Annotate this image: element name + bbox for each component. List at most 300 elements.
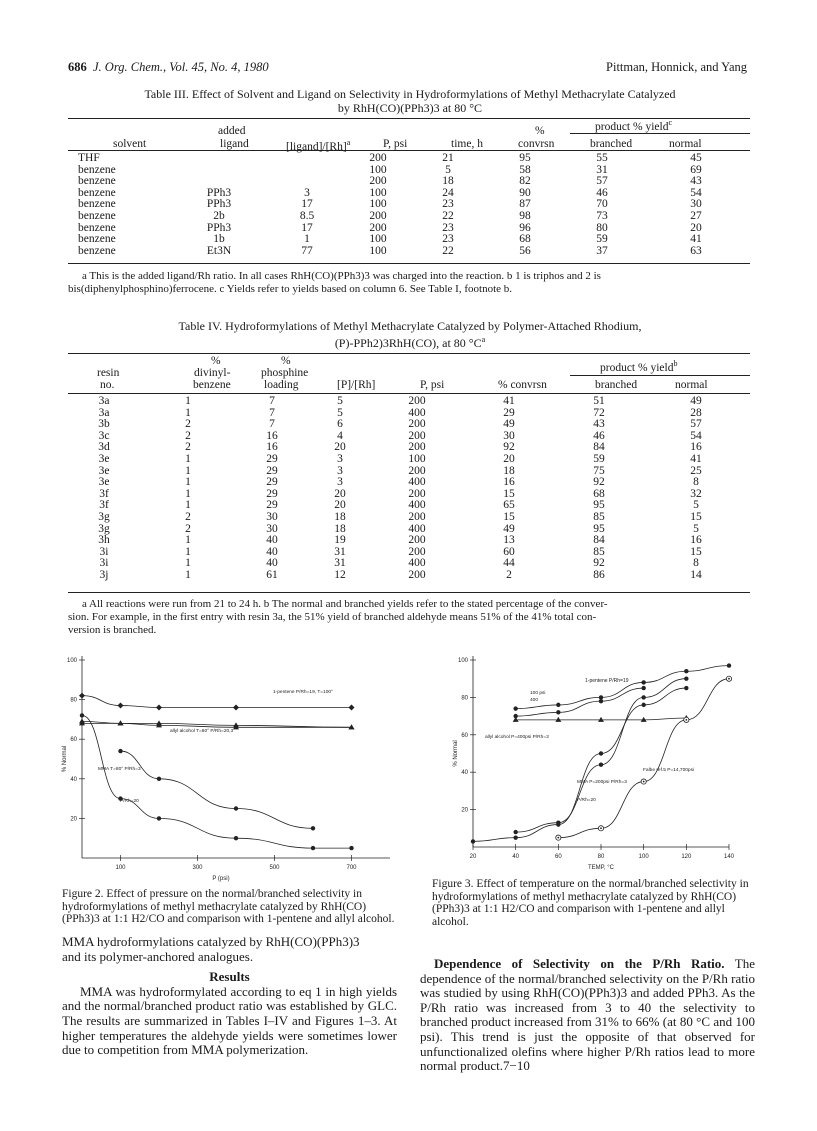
table3-row [68, 223, 750, 235]
table3-cell-psi: 100 [369, 198, 387, 211]
figure2-caption: Figure 2. Effect of pressure on the normal/branched selectivity in hydroformylations of methyl methacrylate catalyzed by RhH(CO)(PPh3)3 at 1:1 H2/CO and comparison with 1-pentene and allyl alcohol. [62, 888, 395, 926]
table4-footnote-2: sion. For example, in the first entry with resin 3a, the 51% yield of branched aldehyde means 51% of the 41% total con- [68, 611, 597, 623]
table4-cell-normal: 49 [690, 395, 702, 407]
data-point [556, 710, 560, 714]
table4-cell-divinyl: 1 [185, 534, 191, 547]
table4-cell-conv: 30 [503, 429, 515, 442]
x-tick-label: 120 [681, 854, 692, 860]
data-point [311, 846, 315, 850]
table4-cell-ratio: 20 [334, 499, 346, 512]
table4-cell-resin: 3e [98, 464, 110, 477]
x-tick-label: 300 [192, 865, 203, 871]
table3-cell-normal: 41 [690, 233, 702, 246]
th-branched: branched [590, 138, 633, 150]
data-point [641, 695, 645, 699]
table4-cell-conv: 49 [503, 522, 515, 535]
table4-cell-resin: 3e [98, 452, 110, 465]
th-solvent: solvent [113, 138, 147, 150]
table4-head-rule [68, 393, 750, 394]
table4-cell-resin: 3g [98, 522, 110, 535]
data-point [684, 677, 688, 681]
table4-cell-branched: 84 [593, 441, 605, 454]
table3-cell-conv: 96 [519, 221, 531, 234]
table4-cell-divinyl: 1 [185, 476, 191, 489]
table4-row [68, 570, 750, 582]
running-header [68, 60, 747, 75]
data-point [157, 777, 161, 781]
table4-cell-resin: 3b [98, 418, 110, 431]
annotation: 1-pentene P/Rh=19 [585, 678, 629, 684]
table3-caption-line2: by RhH(CO)(PPh3)3 at 80 °C [337, 101, 483, 115]
table4-row [68, 535, 750, 547]
table4-cell-psi: 100 [408, 452, 426, 465]
table4-cell-ratio: 20 [334, 441, 346, 454]
intro-line-1: MMA hydroformylations catalyzed by RhH(CO)(PPh3)3 [62, 934, 360, 949]
selectivity-heading: Dependence of Selectivity on the P/Rh Ratio. [434, 956, 725, 971]
table4-cell-divinyl: 1 [185, 464, 191, 477]
table3-cell-ratio: 1 [304, 233, 310, 246]
table4-cell-loading: 29 [266, 487, 278, 500]
table4-cell-conv: 18 [503, 464, 515, 477]
table4-cell-psi: 200 [408, 441, 426, 454]
x-tick-label: 40 [512, 854, 520, 860]
data-point [156, 705, 162, 711]
table4-cell-normal: 15 [690, 545, 702, 558]
data-point [118, 749, 122, 753]
selectivity-body: The dependence of the normal/branched selectivity on the P/Rh ratio was studied by using RhH(CO)(PPh3)3 and added PPh3. As the P/Rh ratio was increased from 3 to 40 the selectivity to branched product increased from 31% to 66% (at 80 °C and 100 psi). This trend is just the opposite of that observed for unfunctionalized olefins where higher P/Rh ratios lead to more normal product.7−10 [420, 956, 755, 1074]
table4-cell-conv: 41 [503, 395, 515, 407]
data-point [349, 846, 353, 850]
table4-cell-ratio: 5 [337, 395, 343, 407]
table4-cell-resin: 3i [99, 557, 109, 570]
th-convrsn: convrsn [518, 138, 555, 150]
table3-cell-solvent: THF [78, 152, 100, 164]
data-point [641, 686, 645, 690]
table4-cell-normal: 28 [690, 406, 702, 419]
table4-bottom-rule [68, 592, 750, 593]
table3-cell-branched: 73 [596, 209, 608, 222]
table4-cell-loading: 7 [269, 406, 275, 419]
table4-cell-resin: 3a [98, 406, 110, 419]
left-column-text [62, 935, 397, 1058]
table4-row [68, 477, 750, 489]
table3-cell-time: 21 [442, 152, 454, 164]
table3-caption-line1: Table III. Effect of Solvent and Ligand on Selectivity in Hydroformylations of Methyl Methacrylate Catalyzed [144, 87, 676, 101]
annotation: MMA T=80° P/Rh=3 [98, 767, 141, 772]
table4-cell-divinyl: 1 [185, 499, 191, 512]
table4-cell-conv: 29 [503, 406, 515, 419]
table3-cell-time: 23 [442, 233, 454, 246]
table3-cell-time: 24 [442, 186, 454, 199]
table3-cell-normal: 30 [690, 198, 702, 211]
table4-cell-psi: 400 [408, 406, 426, 419]
y-tick-label: 40 [70, 776, 77, 783]
th4-pct1: % [211, 355, 221, 367]
table4-cell-conv: 60 [503, 545, 515, 558]
table3-cell-normal: 63 [690, 244, 702, 257]
table4-cell-normal: 54 [690, 429, 702, 442]
table3-row [68, 234, 750, 246]
table3-row [68, 246, 750, 258]
table3-cell-normal: 43 [690, 175, 702, 188]
th-added: added [218, 125, 246, 137]
series-line [516, 666, 729, 709]
x-axis-label: P (psi) [212, 876, 230, 882]
table3-cell-conv: 56 [519, 244, 531, 257]
data-point [684, 686, 688, 690]
table4-cell-branched: 43 [593, 418, 605, 431]
table4-cell-branched: 92 [593, 557, 605, 570]
intro-line-2: and its polymer-anchored analogues. [62, 948, 254, 964]
table4-cell-conv: 2 [506, 568, 512, 581]
data-point [349, 724, 355, 729]
data-point [234, 836, 238, 840]
table3-cell-branched: 37 [596, 244, 608, 257]
table4-cell-normal: 5 [693, 499, 699, 512]
table3-cell-ligand: PPh3 [206, 221, 232, 234]
table4-cell-normal: 57 [690, 418, 702, 431]
table4-cell-ratio: 18 [334, 522, 346, 535]
table4-cell-branched: 59 [593, 452, 605, 465]
table3-cell-ratio: 17 [301, 198, 313, 211]
table3-cell-time: 5 [445, 163, 451, 176]
table4-cell-psi: 200 [408, 487, 426, 500]
table4-cell-loading: 29 [266, 452, 278, 465]
table4-cell-ratio: 12 [334, 568, 346, 581]
table4-cell-normal: 15 [690, 510, 702, 523]
table4-cell-psi: 200 [408, 395, 426, 407]
table3-cell-conv: 95 [519, 152, 531, 164]
table4-cell-divinyl: 2 [185, 418, 191, 431]
table3-cell-solvent: benzene [78, 209, 116, 222]
annotation: P/Rh=20 [120, 799, 139, 804]
table4-cell-branched: 92 [593, 476, 605, 489]
table4-cell-divinyl: 1 [185, 557, 191, 570]
table3-cell-solvent: benzene [78, 233, 116, 246]
table4-cell-ratio: 5 [337, 406, 343, 419]
y-axis-label: % Normal [62, 745, 68, 773]
table4-cell-conv: 15 [503, 487, 515, 500]
table4-cell-ratio: 31 [334, 557, 346, 570]
y-tick-label: 100 [66, 658, 77, 664]
th4-psi: P, psi [420, 379, 445, 391]
table4-cell-divinyl: 1 [185, 568, 191, 581]
table4-cell-branched: 85 [593, 545, 605, 558]
table4-product-rule [570, 375, 750, 376]
x-axis-label: TEMP, °C [588, 865, 614, 871]
table3-cell-branched: 31 [596, 163, 608, 176]
table4-cell-ratio: 19 [334, 534, 346, 547]
table3-cell-normal: 69 [690, 163, 702, 176]
table4-cell-normal: 16 [690, 441, 702, 454]
table4-row [68, 396, 750, 408]
table4-cell-branched: 75 [593, 464, 605, 477]
table4-cell-normal: 16 [690, 534, 702, 547]
table3-cell-ratio: 3 [304, 186, 310, 199]
th4-no: no. [100, 379, 115, 391]
th4-conv: % convrsn [498, 379, 547, 391]
table4-cell-branched: 84 [593, 534, 605, 547]
x-tick-label: 60 [554, 854, 562, 860]
table3-cell-branched: 80 [596, 221, 608, 234]
table4-cell-branched: 86 [593, 568, 605, 581]
series-line [473, 688, 686, 841]
th4-benzene: benzene [193, 379, 231, 391]
table4-cell-normal: 41 [690, 452, 702, 465]
table4-cell-loading: 40 [266, 534, 278, 547]
table4-footnote-3: version is branched. [68, 624, 157, 636]
data-point-center [600, 827, 602, 829]
data-point [513, 835, 517, 839]
data-point [349, 705, 355, 711]
th4-phosphine: phosphine [261, 367, 309, 379]
x-tick-label: 500 [269, 865, 280, 871]
data-point [471, 839, 475, 843]
th-ligand: ligand [220, 138, 249, 150]
table3-cell-ligand: Et3N [206, 244, 232, 257]
y-tick-label: 80 [461, 695, 468, 702]
th4-loading: loading [264, 379, 299, 391]
table4-cell-normal: 14 [690, 568, 702, 581]
table3-row [68, 176, 750, 188]
table3-cell-conv: 68 [519, 233, 531, 246]
data-point [311, 826, 315, 830]
table3-cell-time: 22 [442, 244, 454, 257]
annotation: MMA P=200psi P/Rh=3 [577, 780, 627, 785]
page-number: 686 [68, 60, 87, 74]
table3-cell-solvent: benzene [78, 175, 116, 188]
table3-product-rule [570, 133, 750, 134]
annotation: 100 psi [530, 691, 546, 696]
data-point [157, 816, 161, 820]
table3-cell-ratio [266, 153, 348, 165]
table4-cell-normal: 25 [690, 464, 702, 477]
data-point [684, 669, 688, 673]
data-point [513, 717, 519, 722]
data-point-center [557, 837, 559, 839]
table4-cell-conv: 44 [503, 557, 515, 570]
table4-cell-divinyl: 1 [185, 545, 191, 558]
table4-cell-divinyl: 1 [185, 406, 191, 419]
table3-body [68, 153, 750, 257]
table4-caption [60, 319, 760, 350]
journal-citation: J. Org. Chem., Vol. 45, No. 4, 1980 [93, 60, 269, 74]
table3-cell-psi: 100 [369, 233, 387, 246]
table3-cell-psi: 200 [369, 152, 387, 164]
th-pct: % [535, 125, 545, 137]
table4-cell-psi: 400 [408, 476, 426, 489]
data-point [641, 717, 647, 722]
data-point [118, 703, 124, 709]
results-heading: Results [209, 969, 250, 985]
data-point [234, 806, 238, 810]
table3-cell-normal: 27 [690, 209, 702, 222]
table4-cell-branched: 72 [593, 406, 605, 419]
figure2-chart [60, 652, 400, 888]
table4-footnote [68, 598, 758, 637]
table4-cell-loading: 29 [266, 476, 278, 489]
data-point-center [643, 781, 645, 783]
table4-cell-ratio: 4 [337, 429, 343, 442]
table3-cell-branched: 46 [596, 186, 608, 199]
th-ratio: $[ligand]/[Rh]^a$ [286, 138, 351, 153]
table4-cell-ratio: 3 [337, 464, 343, 477]
table4-cell-ratio: 31 [334, 545, 346, 558]
table3-cell-time: 23 [442, 221, 454, 234]
annotation: allyl alcohol P=400psi P/Rh=3 [485, 735, 549, 740]
table3-cell-time: 23 [442, 198, 454, 211]
table4-cell-loading: 40 [266, 545, 278, 558]
table4-cell-psi: 200 [408, 545, 426, 558]
y-tick-label: 80 [70, 697, 77, 704]
th4-product: product % yield$^b$ [600, 359, 678, 374]
data-point [233, 705, 239, 711]
table4-cell-loading: 7 [269, 418, 275, 431]
table4-cell-conv: 16 [503, 476, 515, 489]
annotation: Falbe ref.5 P=14,700psi [643, 768, 695, 773]
data-point [599, 763, 603, 767]
table4-cell-divinyl: 1 [185, 452, 191, 465]
table3-cell-time: 22 [442, 209, 454, 222]
table3-cell-ratio: 8.5 [299, 209, 315, 222]
table3-cell-ligand: 1b [213, 233, 225, 246]
results-body: MMA was hydroformylated according to eq 1 in high yields and the normal/branched product ratio was established by GLC. The results are summarized in Tables I–IV and Figures 1–3. At higher temperatures the aldehyde yields were sometimes lower due to competition from MMA polymerization. [62, 983, 397, 1058]
table4-cell-loading: 30 [266, 510, 278, 523]
authors: Pittman, Honnick, and Yang [606, 60, 747, 74]
table3-cell-conv: 82 [519, 175, 531, 188]
table4-cell-normal: 32 [690, 487, 702, 500]
table4-cell-ratio: 18 [334, 510, 346, 523]
table4-cell-branched: 85 [593, 510, 605, 523]
table4-cell-psi: 200 [408, 534, 426, 547]
figure3-caption: Figure 3. Effect of temperature on the normal/branched selectivity in hydroformylations of methyl methacrylate catalyzed by RhH(CO)(PPh3)3 at 1:1 H2/CO and comparison with 1-pentene and allyl alcohol. [432, 878, 749, 928]
table3-cell-psi: 100 [369, 244, 387, 257]
data-point [513, 706, 517, 710]
table3-cell-psi: 200 [369, 221, 387, 234]
table4-cell-normal: 5 [693, 522, 699, 535]
table3-cell-conv: 58 [519, 163, 531, 176]
table3-row [68, 188, 750, 200]
table4-cell-psi: 200 [408, 418, 426, 431]
data-point [599, 699, 603, 703]
table4-cell-psi: 200 [408, 429, 426, 442]
right-column-text [420, 957, 755, 1074]
table4-cell-ratio: 3 [337, 452, 343, 465]
annotation: 400 [530, 698, 539, 703]
y-tick-label: 20 [70, 816, 77, 823]
data-point [727, 663, 731, 667]
annotation: allyl alcohol T=60° P/Rh=20,3 [170, 729, 234, 734]
table4-cell-conv: 65 [503, 499, 515, 512]
table3-cell-solvent: benzene [78, 221, 116, 234]
table4-cell-resin: 3d [98, 441, 110, 454]
table4-caption-line1: Table IV. Hydroformylations of Methyl Methacrylate Catalyzed by Polymer-Attached Rhodium, [178, 319, 642, 333]
y-tick-label: 20 [461, 807, 468, 814]
table4-cell-normal: 8 [693, 476, 699, 489]
th4-branched: branched [595, 379, 638, 391]
table4-cell-loading: 7 [269, 395, 275, 407]
table3-footnote [68, 270, 758, 296]
table3-cell-conv: 98 [519, 209, 531, 222]
table3-cell-conv: 87 [519, 198, 531, 211]
table4-cell-conv: 92 [503, 441, 515, 454]
y-axis-label: % Normal [453, 740, 459, 767]
table3-cell-ligand: 2b [213, 209, 225, 222]
table4-cell-resin: 3a [98, 395, 110, 407]
table3-cell-solvent: benzene [78, 186, 116, 199]
x-tick-label: 700 [346, 865, 357, 871]
y-tick-label: 100 [457, 658, 468, 664]
table4-cell-resin: 3c [98, 429, 110, 442]
table3-cell-time: 18 [442, 175, 454, 188]
y-tick-label: 40 [461, 770, 468, 777]
table4-cell-loading: 61 [266, 568, 278, 581]
table3-cell-psi: 100 [369, 163, 387, 176]
table3-cell-branched: 55 [596, 152, 608, 164]
x-tick-label: 140 [723, 854, 735, 860]
data-point [598, 717, 604, 722]
table4-cell-branched: 68 [593, 487, 605, 500]
table4-cell-divinyl: 2 [185, 522, 191, 535]
table3-row [68, 153, 750, 165]
th4-normal: normal [675, 379, 708, 391]
table4-cell-psi: 200 [408, 510, 426, 523]
table4-cell-divinyl: 2 [185, 510, 191, 523]
table4-cell-psi: 200 [408, 464, 426, 477]
table4-cell-psi: 200 [408, 568, 426, 581]
table4-cell-loading: 40 [266, 557, 278, 570]
table4-cell-branched: 95 [593, 499, 605, 512]
table4-cell-divinyl: 2 [185, 429, 191, 442]
table4-top-rule [68, 353, 750, 354]
table4-cell-resin: 3f [99, 499, 109, 512]
table4-cell-resin: 3i [99, 545, 109, 558]
data-point [513, 830, 517, 834]
y-tick-label: 60 [461, 732, 468, 739]
table3-cell-conv: 90 [519, 186, 531, 199]
annotation: 1-pentene P/Rh=19, T=100° [273, 690, 333, 695]
table4-cell-psi: 400 [408, 522, 426, 535]
data-point [641, 680, 645, 684]
table3-cell-ligand [172, 153, 266, 165]
table3-footnote-1: a This is the added ligand/Rh ratio. In all cases RhH(CO)(PPh3)3 was charged into the reaction. b 1 is triphos and 2 is [82, 270, 601, 282]
th-normal: normal [669, 138, 702, 150]
table3-cell-branched: 57 [596, 175, 608, 188]
x-tick-label: 20 [469, 854, 477, 860]
th-psi: P, psi [383, 138, 408, 150]
data-point [80, 713, 84, 717]
table4-cell-resin: 3e [98, 476, 110, 489]
table3-cell-ratio: 17 [301, 221, 313, 234]
data-point [641, 703, 645, 707]
data-point [556, 703, 560, 707]
table3-bottom-rule [68, 263, 750, 264]
table3-cell-ligand [172, 165, 266, 177]
table4-cell-conv: 20 [503, 452, 515, 465]
table4-cell-loading: 30 [266, 522, 278, 535]
table4-cell-divinyl: 1 [185, 487, 191, 500]
table3-cell-psi: 200 [369, 175, 387, 188]
table4-cell-ratio: 6 [337, 418, 343, 431]
table4-cell-resin: 3j [99, 568, 109, 581]
table4-row [68, 512, 750, 524]
th-time: time, h [451, 138, 483, 150]
table4-cell-divinyl: 1 [185, 395, 191, 407]
table4-body [68, 396, 750, 582]
data-point [118, 720, 124, 725]
x-tick-label: 100 [638, 854, 649, 860]
table3-cell-solvent: benzene [78, 244, 116, 257]
